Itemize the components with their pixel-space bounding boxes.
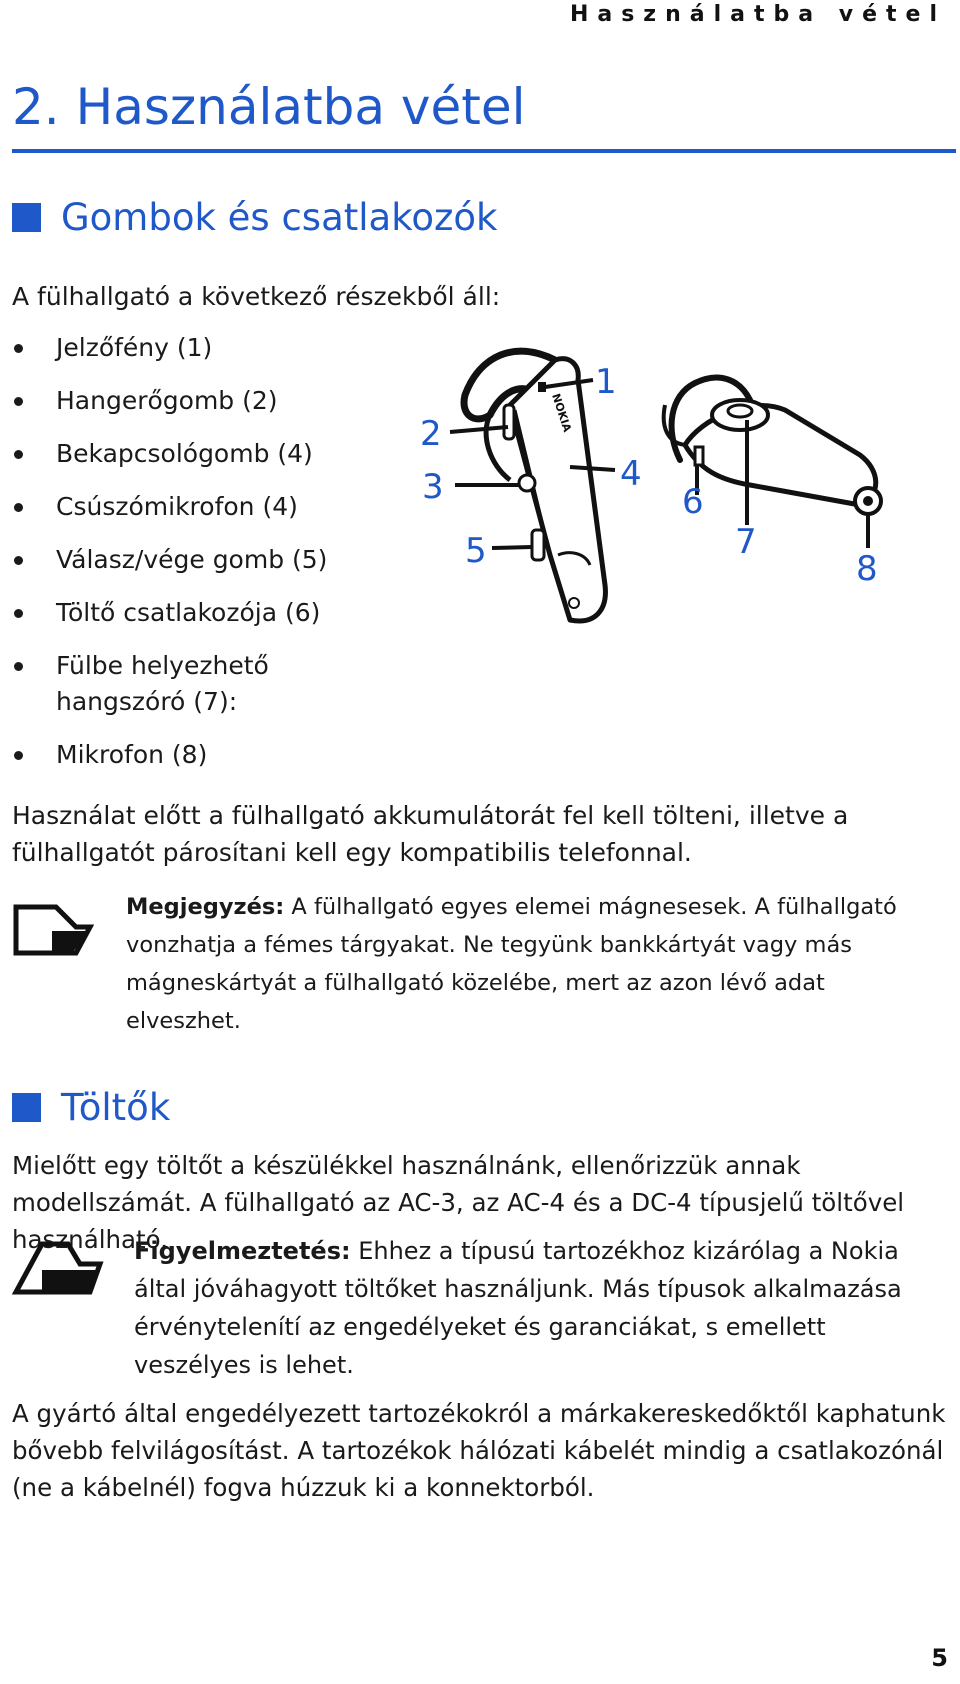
page-number: 5 xyxy=(931,1644,948,1672)
note-label: Megjegyzés: xyxy=(126,894,285,920)
bullet-icon xyxy=(14,609,23,618)
callout-7: 7 xyxy=(735,522,757,562)
list-item: Fülbe helyezhető hangszóró (7): xyxy=(12,648,306,720)
magnet-note xyxy=(126,888,926,1040)
list-item: Töltő csatlakozója (6) xyxy=(12,595,386,631)
closing-paragraph: A gyártó által engedélyezett tartozékokról a márkakereskedőktől kaphatunk bővebb felvilágosítást. A tartozékok hálózati kábelét mindig a csatlakozónál (ne a kábelnél) fogva húzzuk ki a konnektorból. xyxy=(12,1399,946,1502)
charging-paragraph: Használat előtt a fülhallgató akkumulátorát fel kell tölteni, illetve a fülhallgatót párosítani kell egy kompatibilis telefonnal. xyxy=(12,801,849,867)
warning-text: Ehhez a típusú tartozékhoz kizárólag a Nokia által jóváhagyott töltőket használjunk. Más típusok alkalmazása érvénytelenítí az engedélyeket és garanciákat, s emellett veszélyes is lehet. xyxy=(134,1237,902,1379)
bullet-icon xyxy=(14,503,23,512)
note-text: A fülhallgató egyes elemei mágnesesek. A fülhallgató vonzhatja a fémes tárgyakat. Ne tegyünk bankkártyát vagy más mágneskártyát a fülhallgató közelébe, mert az azon lévő adat elveszhet. xyxy=(126,894,897,1034)
section-title-text: Gombok és csatlakozók xyxy=(61,196,498,239)
callout-2: 2 xyxy=(420,414,442,454)
bullet-icon xyxy=(14,556,23,565)
list-item: Válasz/vége gomb (5) xyxy=(12,542,386,578)
charger-warning xyxy=(134,1232,934,1384)
headset-illustration xyxy=(420,335,960,675)
list-item: Hangerőgomb (2) xyxy=(12,383,386,419)
parts-intro: A fülhallgató a következő részekből áll: xyxy=(12,282,501,311)
list-item: Jelzőfény (1) xyxy=(12,330,386,366)
warning-icon xyxy=(12,1240,104,1296)
parts-list xyxy=(12,330,386,790)
section-square-icon xyxy=(12,1093,41,1122)
callout-8: 8 xyxy=(856,549,878,589)
list-item: Csúszómikrofon (4) xyxy=(12,489,386,525)
note-icon xyxy=(12,903,94,957)
bullet-icon xyxy=(14,344,23,353)
section-square-icon xyxy=(12,203,41,232)
device-brand-label: NOKIA xyxy=(549,391,574,434)
section-title-text: Töltők xyxy=(61,1086,171,1129)
warning-label: Figyelmeztetés: xyxy=(134,1237,351,1265)
bullet-icon xyxy=(14,662,23,671)
callout-3: 3 xyxy=(422,467,444,507)
chapter-rule xyxy=(12,149,956,153)
section-title-chargers xyxy=(12,1086,170,1129)
chapter-title: 2. Használatba vétel xyxy=(12,78,526,136)
bullet-icon xyxy=(14,751,23,760)
section-title-buttons xyxy=(12,196,497,239)
callout-5: 5 xyxy=(465,531,487,571)
callout-4: 4 xyxy=(620,454,642,494)
callout-1: 1 xyxy=(595,362,617,402)
charger-paragraph: Mielőtt egy töltőt a készülékkel használnánk, ellenőrizzük annak modellszámát. A fülhallgató az AC-3, az AC-4 és a DC-4 típusjelű töltővel használható. xyxy=(12,1151,905,1254)
list-item: Mikrofon (8) xyxy=(12,737,386,773)
bullet-icon xyxy=(14,450,23,459)
list-item: Bekapcsológomb (4) xyxy=(12,436,386,472)
running-header: Használatba vétel xyxy=(569,2,946,27)
callout-6: 6 xyxy=(682,482,704,522)
bullet-icon xyxy=(14,397,23,406)
